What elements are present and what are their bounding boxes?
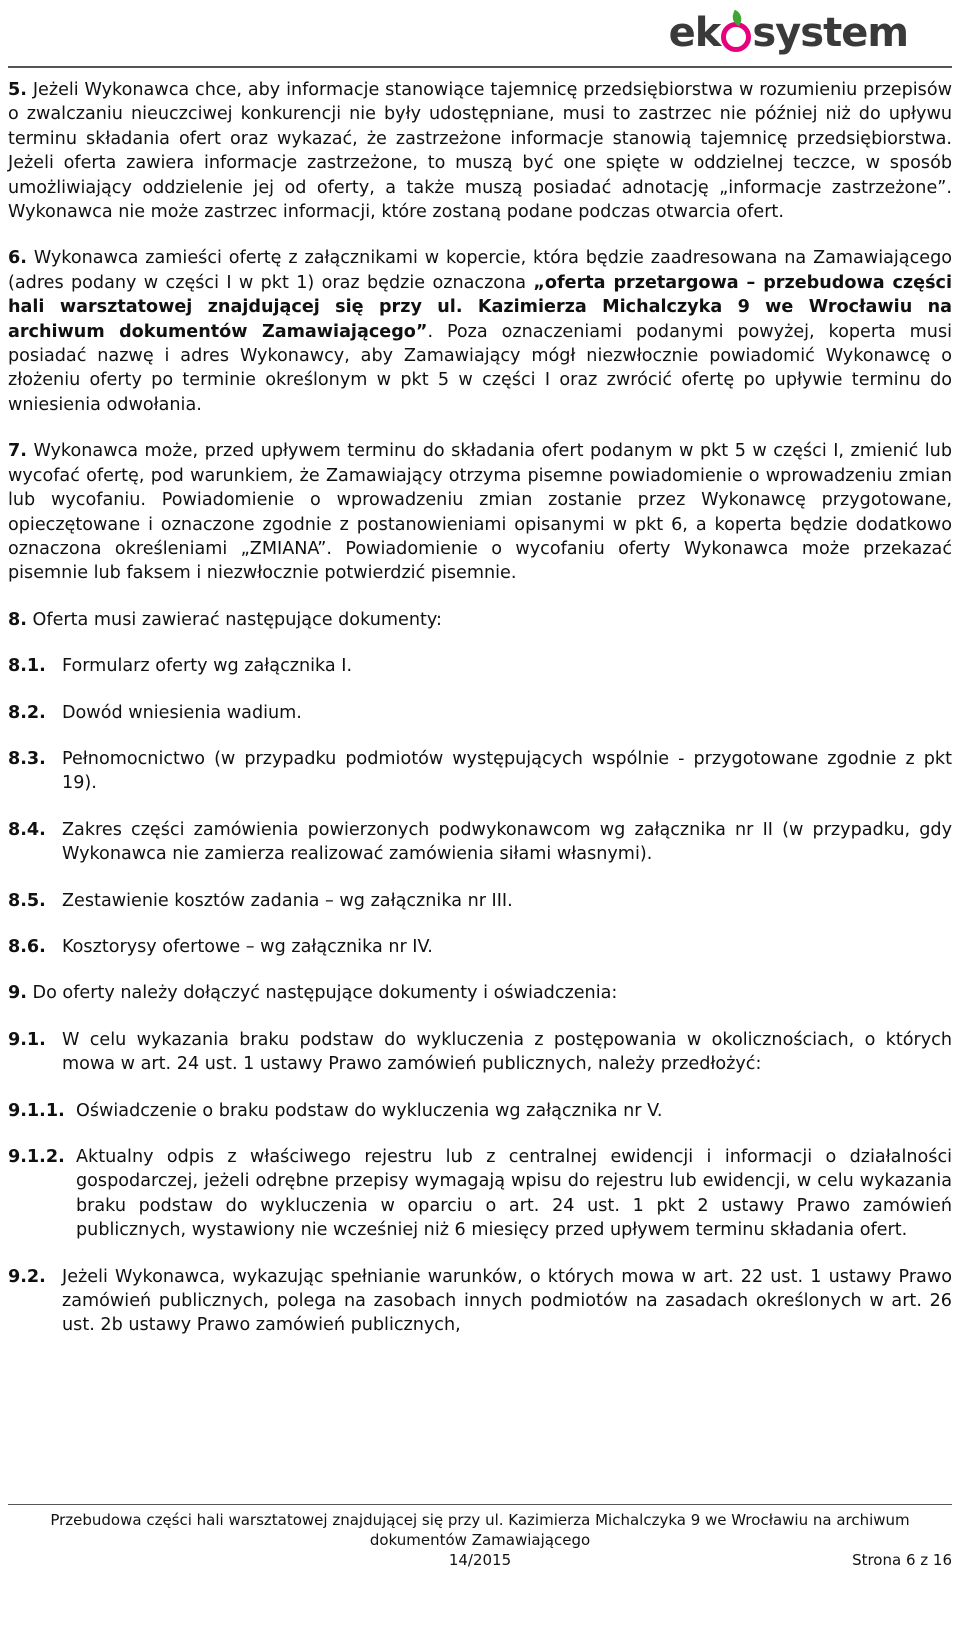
logo-text-left: ek [668,10,721,56]
logo-text-right: system [752,10,908,56]
ekosystem-logo [669,4,908,62]
item-8-4: 8.4. Zakres części zamówienia powierzonych podwykonawcom wg załącznika nr II (w przypadku, gdy Wykonawca nie zamierza realizować zamówienia siłami własnymi). [8,819,952,865]
footer-date: 14/2015 [448,1551,512,1569]
footer-title [8,1510,952,1550]
item-8-5: 8.5. Zestawienie kosztów zadania – wg załącznika nr III. [8,890,513,911]
item-9-1-1: 9.1.1. Oświadczenie o braku podstaw do wykluczenia wg załącznika nr V. [8,1100,663,1121]
item-8-1: 8.1. Formularz oferty wg załącznika I. [8,656,353,677]
item-8-3: 8.3. Pełnomocnictwo (w przypadku podmiotów występujących wspólnie - przygotowane zgodnie z pkt 19). [8,748,952,794]
footer-line-1: Przebudowa części hali warsztatowej znajdującej się przy ul. Kazimierza Michalczyka 9 we Wrocławiu na archiwum [50,1511,910,1529]
paragraph-7: 7. Wykonawca może, przed upływem terminu do składania ofert podanym w pkt 5 w części I, zmienić lub wycofać ofertę, pod warunkiem, że Zamawiający otrzyma pisemne powiadomienie o wprowadzeniu zmian lub wycofaniu. Powiadomienie o wprowadzeniu zmian zostanie przez Wykonawcę przygotowane, opieczętowane i oznaczone zgodnie z postanowieniami opisanymi w pkt 6, a koperta będzie dodatkowo oznaczona określeniami „ZMIANA”. Powiadomienie o wycofaniu oferty Wykonawca może przekazać pisemnie lub faksem i niezwłocznie potwierdzić pisemnie. [8,441,952,584]
paragraph-9: 9. Do oferty należy dołączyć następujące dokumenty i oświadczenia: [8,983,618,1004]
paragraph-8: 8. Oferta musi zawierać następujące dokumenty: [8,609,442,630]
footer-rule [8,1504,952,1505]
item-8-6: 8.6. Kosztorysy ofertowe – wg załącznika nr IV. [8,936,433,957]
logo-leaf-icon [721,22,751,52]
header-rule [8,66,952,68]
page-number: Strona 6 z 16 [852,1551,952,1569]
item-9-1-2: 9.1.2. Aktualny odpis z właściwego rejestru lub z centralnej ewidencji i informacji o działalności gospodarczej, jeżeli odrębne przepisy wymagają wpisu do rejestru lub ewidencji, w celu wykazania braku podstaw do wykluczenia w oparciu o art. 24 ust. 1 pkt 2 ustawy Prawo zamówień publicznych, wystawiony nie wcześniej niż 6 miesięcy przed upływem terminu składania ofert. [8,1147,952,1241]
item-8-2: 8.2. Dowód wniesienia wadium. [8,702,302,723]
document-body [8,78,952,1360]
footer-line-2: dokumentów Zamawiającego [369,1531,591,1549]
item-9-2: 9.2. Jeżeli Wykonawca, wykazując spełnianie warunków, o których mowa w art. 22 ust. 1 ustawy Prawo zamówień publicznych, polega na zasobach innych podmiotów na zasadach określonych w art. 26 ust. 2b ustawy Prawo zamówień publicznych, [8,1266,952,1336]
paragraph-5: 5. Jeżeli Wykonawca chce, aby informacje stanowiące tajemnicę przedsiębiorstwa w rozumieniu przepisów o zwalczaniu nieuczciwej konkurencji nie były udostępniane, musi to zastrzec nie później niż do upływu terminu składania ofert oraz wykazać, że zastrzeżone informacje stanowią tajemnicę przedsiębiorstwa. Jeżeli oferta zawiera informacje zastrzeżone, to muszą być one spięte w oddzielnej teczce, w sposób umożliwiający oddzielenie jej od oferty, a także muszą posiadać adnotację „informacje zastrzeżone”. Wykonawca nie może zastrzec informacji, które zostaną podane podczas otwarcia ofert. [8,80,953,223]
paragraph-6: 6. Wykonawca zamieści ofertę z załącznikami w kopercie, która będzie zaadresowana na Zamawiającego (adres podany w części I w pkt 1) oraz będzie oznaczona „oferta przetargowa – przebudowa części hali warsztatowej znajdującej się przy ul. Kazimierza Michalczyka 9 we Wrocławiu na archiwum dokumentów Zamawiającego”. Poza oznaczeniami podanymi powyżej, koperta musi posiadać nazwę i adres Wykonawcy, aby Zamawiający mógł niezwłocznie powiadomić Wykonawcę o złożeniu oferty po terminie określonym w pkt 5 w części I oraz zwrócić ofertę po upływie terminu do wniesienia odwołania. [8,248,952,415]
envelope-label: „oferta przetargowa – przebudowa części hali warsztatowej znajdującej się przy ul. Kazimierza Michalczyka 9 we Wrocławiu na archiwum dokumentów Zamawiającego” [8,272,952,342]
item-9-1: 9.1. W celu wykazania braku podstaw do wykluczenia z postępowania w okolicznościach, o których mowa w art. 24 ust. 1 ustawy Prawo zamówień publicznych, należy przedłożyć: [8,1029,952,1075]
